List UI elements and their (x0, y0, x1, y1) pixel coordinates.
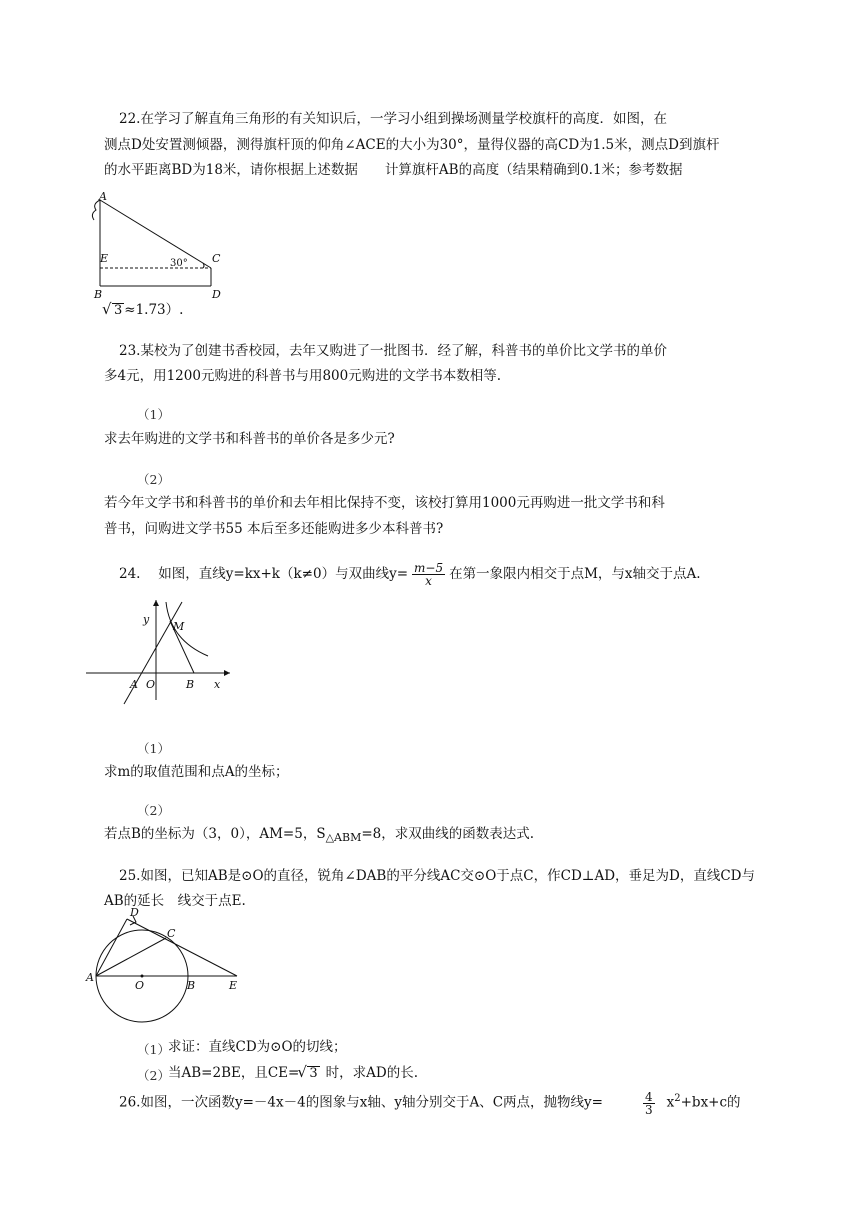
q22-sqrt: √ 3 (112, 303, 124, 318)
q26-post-rest: +bx+c的 (680, 1094, 741, 1111)
q26-sup: 2 (674, 1093, 681, 1104)
q22-label-b: B (94, 288, 103, 301)
q26-fraction (643, 1091, 655, 1116)
q24-part2-post: =8，求双曲线的函数表达式. (361, 826, 535, 842)
q24-label-m: M (173, 620, 185, 633)
q25-part1-text: 求证：直线CD为⊙O的切线； (168, 1039, 347, 1055)
q25-part2-post: 时，求AD的长. (325, 1065, 418, 1081)
q22-label-e: E (100, 252, 109, 265)
q25-label-b: B (187, 979, 196, 992)
q24-label-a: A (130, 678, 138, 691)
q22-label-c: C (212, 252, 221, 265)
q25-part1-label: （1） (137, 1042, 170, 1057)
q25-line-1: 25.如图，已知AB是⊙O的直径，锐角∠DAB的平分线AC交⊙O于点C，作CD⊥AD，垂足为D，直线CD与 (119, 868, 756, 884)
q25-circle-figure (84, 904, 244, 1026)
q22-reference-tail: ≈1.73）. (124, 302, 184, 318)
q25-part2-text (168, 1064, 418, 1082)
q24-pre: 24. 如图，直线y=kx+k（k≠0）与双曲线y= (119, 566, 409, 582)
q22-line-2: 测点D处安置测倾器，测得旗杆顶的仰角∠ACE的大小为30°，量得仪器的高CD为1.5米，测点D到旗杆 (104, 137, 720, 153)
q26-pre: 26.如图，一次函数y=－4x－4的图象与x轴、y轴分别交于A、C两点，抛物线y= (119, 1094, 603, 1111)
q23-line-1: 23.某校为了创建书香校园，去年又购进了一批图书．经了解，科普书的单价比文学书的单价 (119, 343, 667, 359)
q24-graph-figure (86, 598, 236, 706)
q25-label-a: A (86, 971, 94, 984)
q25-part2-pre: 当AB=2BE，且CE= (168, 1065, 300, 1081)
q23-part1-text: 求去年购进的文学书和科普书的单价各是多少元? (104, 431, 395, 447)
q22-line-3: 的水平距离BD为18米，请你根据上述数据 计算旗杆AB的高度（结果精确到0.1米；参考数据 (104, 162, 683, 178)
q23-part2-line-2: 普书，问购进文学书55 本后至多还能购进多少本科普书? (104, 521, 444, 537)
q24-part2-text (104, 825, 534, 847)
q22-flagpole-figure (84, 190, 234, 305)
q22-reference-line (104, 301, 183, 319)
q23-part2-line-1: 若今年文学书和科普书的单价和去年相比保持不变，该校打算用1000元再购进一批文学书和科 (104, 495, 665, 511)
q24-fraction (412, 562, 445, 587)
q22-angle-label: 30° (170, 258, 188, 269)
q23-line-2: 多4元，用1200元购进的科普书与用800元购进的文学书本数相等. (104, 368, 502, 384)
q26-frac-num: 4 (644, 1089, 653, 1104)
q24-part1-text: 求m的取值范围和点A的坐标； (104, 764, 289, 780)
q24-line-1 (119, 562, 701, 587)
q24-part1-label: （1） (137, 741, 170, 756)
q25-line-2: AB的延长 线交于点E. (104, 893, 246, 909)
q22-label-d: D (212, 288, 221, 301)
q26-line-1 (119, 1090, 741, 1116)
q24-part2-pre: 若点B的坐标为（3，0），AM=5，S (104, 826, 326, 842)
q24-label-y: y (143, 613, 150, 626)
q24-part2-label: （2） (137, 803, 170, 818)
q24-label-o: O (146, 678, 156, 691)
q25-part2-sqrt: √ 3 (307, 1066, 319, 1081)
q26-frac-den: 3 (644, 1102, 653, 1117)
q24-label-b: B (186, 678, 195, 691)
q24-frac-den: x (425, 574, 432, 588)
q25-label-d: D (130, 906, 139, 919)
q24-post: 在第一象限内相交于点M，与x轴交于点A. (449, 566, 701, 582)
q26-x: x (666, 1094, 675, 1111)
q24-frac-num: m−5 (414, 561, 444, 575)
q22-label-a: A (99, 190, 107, 203)
q24-label-x: x (214, 678, 221, 691)
q23-part1-label: （1） (137, 407, 170, 422)
q24-part2-sub: △ABM (325, 831, 362, 844)
q25-label-c: C (167, 927, 176, 940)
q25-label-o: O (135, 979, 145, 992)
q23-part2-label: （2） (137, 472, 170, 487)
q25-label-e: E (229, 979, 238, 992)
q22-line-1: 22.在学习了解直角三角形的有关知识后，一学习小组到操场测量学校旗杆的高度．如图，在 (119, 111, 667, 127)
q25-part2-label: （2） (137, 1068, 170, 1083)
